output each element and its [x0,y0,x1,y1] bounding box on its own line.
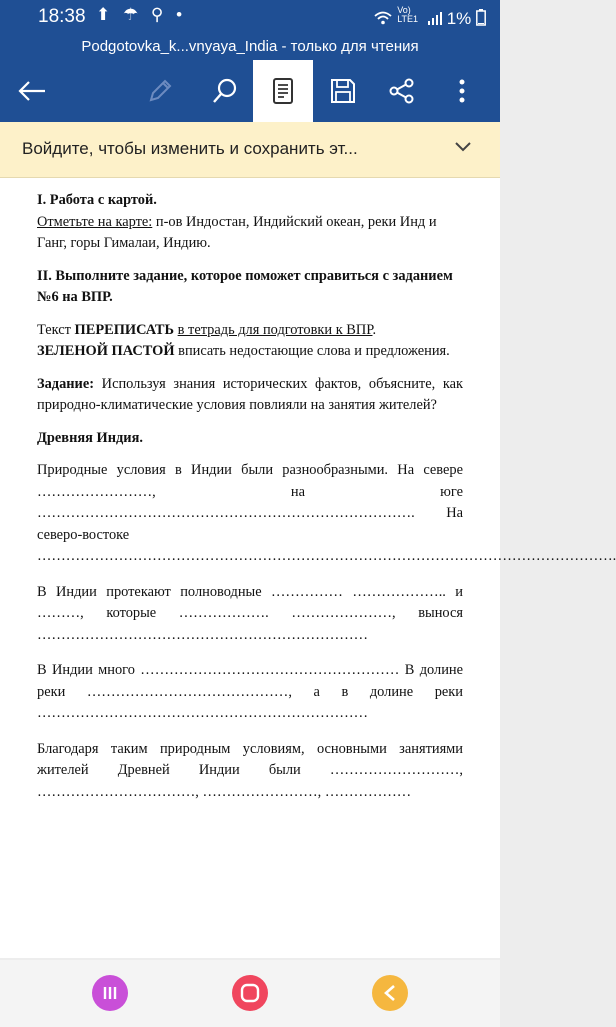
instruction-text: Текст [37,321,75,338]
chevron-down-icon [454,137,472,157]
back-icon [17,80,47,102]
document-page[interactable] [0,178,616,958]
section-map [37,190,463,255]
instruction-notebook: в тетрадь для подготовки к ВПР [177,321,373,338]
instruction-period: . [372,321,377,338]
search-button[interactable] [195,60,255,122]
task-paragraph [37,374,463,417]
sign-in-banner[interactable] [0,122,500,178]
instruction-paragraph [37,320,463,363]
status-notification-icons: ⬆ ☂ ⚲ • [96,5,187,24]
edit-button[interactable] [130,60,190,122]
document-title: Podgotovka_k...vnyaya_India - только для чтения [0,34,500,60]
banner-expand-button[interactable] [454,137,472,162]
status-bar [0,0,500,34]
more-icon [458,78,466,104]
india-title: Древняя Индия. [37,429,143,446]
document-content [37,190,616,814]
share-icon [388,77,416,105]
battery-icon [476,9,486,26]
task-label: Задание: [37,375,95,392]
save-icon [330,78,356,104]
save-button[interactable] [313,60,373,122]
toolbar [0,60,500,122]
navigation-bar [0,960,500,1027]
pencil-icon [147,78,173,104]
home-button[interactable] [232,975,268,1011]
rivers-paragraph: В Индии протекают полноводные …………… ……………….. и ………, которые ………………. …………………, вынося …………………………………………………………… [37,583,463,643]
status-time: 18:38 [38,6,86,27]
search-icon [212,78,238,104]
wifi-icon [374,11,392,25]
back-arrow-icon [382,984,398,1002]
section-map-text: п-ов Индостан, Индийский океан, реки Инд и Ганг, горы Гималаи, Индию. [37,213,437,251]
mobile-view-button[interactable] [253,60,313,122]
recents-icon [102,985,118,1001]
task-text: Используя знания исторических фактов, объясните, как природно-климатические условия повлияли на занятия жителей? [37,375,463,413]
signal-icon [428,11,442,25]
instruction-fill-in: вписать недостающие слова и предложения. [174,343,450,359]
back-nav-button[interactable] [372,975,408,1011]
share-button[interactable] [372,60,432,122]
status-right [374,6,486,29]
network-label: Vo) LTE1 [397,5,419,24]
mobile-view-icon [272,77,294,105]
sign-in-message: Войдите, чтобы изменить и сохранить эт... [22,139,358,158]
section-map-title: I. Работа с картой. [37,192,157,208]
recents-button[interactable] [92,975,128,1011]
section-map-label: Отметьте на карте: [37,213,153,230]
instruction-green-pen: ЗЕЛЕНОЙ ПАСТОЙ [37,343,175,359]
instruction-rewrite: ПЕРЕПИСАТЬ [74,321,175,338]
home-icon [240,983,260,1003]
occupations-paragraph: Благодаря таким природным условиям, основными занятиями жителей Древней Индии были ………………………, ……………………………, ……………………, ……………… [37,740,463,800]
valleys-paragraph: В Индии много ……………………………………………… В долине реки ……………………………………, а в долине реки …………………………………………………………… [37,662,463,721]
battery-percent: 1% [446,9,472,28]
back-button[interactable] [2,60,62,122]
more-options-button[interactable] [432,60,492,122]
nature-paragraph: Природные условия в Индии были разнообразными. На севере ……………………, на юге ……………………………………………………………………. На северо-востоке …………………………………………………………………………………………………………. [37,462,616,564]
section-task-title: II. Выполните задание, которое поможет справиться с заданием №6 на ВПР. [37,267,453,305]
